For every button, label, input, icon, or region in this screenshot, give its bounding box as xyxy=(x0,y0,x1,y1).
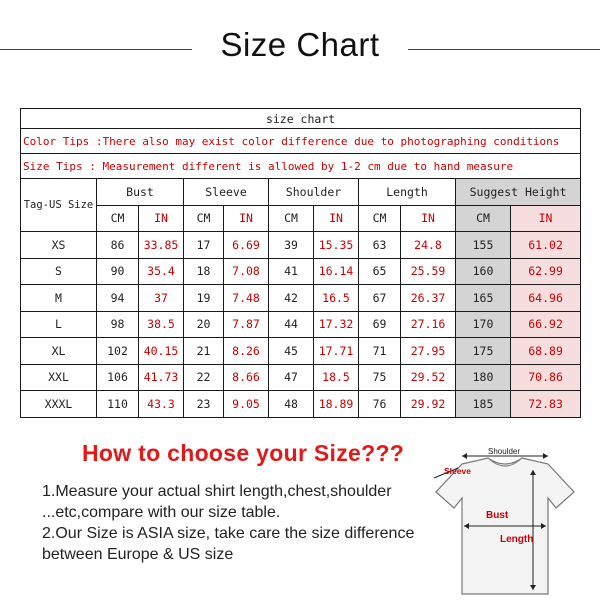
size-label-cell: XL xyxy=(21,338,97,365)
table-cell: 47 xyxy=(269,364,314,391)
size-label-cell: L xyxy=(21,311,97,338)
table-cell: 17.32 xyxy=(314,311,359,338)
size-label-cell: XXXL xyxy=(21,391,97,418)
unit-in: IN xyxy=(314,205,359,232)
table-cell: 170 xyxy=(456,311,511,338)
table-cell: 45 xyxy=(269,338,314,365)
table-cell: 69 xyxy=(359,311,401,338)
guide-line-1: 1.Measure your actual shirt length,chest,shoulder xyxy=(42,483,392,500)
tag-size-header: Tag-US Size xyxy=(21,179,97,232)
table-cell: 8.66 xyxy=(224,364,269,391)
table-cell: 41.73 xyxy=(139,364,184,391)
table-cell: 76 xyxy=(359,391,401,418)
table-cell: 33.85 xyxy=(139,232,184,259)
table-cell: 66.92 xyxy=(511,311,581,338)
column-group-bust: Bust xyxy=(97,179,184,206)
table-cell: 16.14 xyxy=(314,258,359,285)
unit-in: IN xyxy=(511,205,581,232)
header-rule-left xyxy=(0,49,192,50)
table-cell: 64.96 xyxy=(511,285,581,312)
size-table xyxy=(20,108,581,418)
table-cell: 68.89 xyxy=(511,338,581,365)
size-label-cell: XXL xyxy=(21,364,97,391)
table-cell: 23 xyxy=(184,391,224,418)
table-cell: 9.05 xyxy=(224,391,269,418)
label-sleeve: Sleeve xyxy=(444,466,471,476)
column-group-sleeve: Sleeve xyxy=(184,179,269,206)
table-cell: 21 xyxy=(184,338,224,365)
table-cell: 63 xyxy=(359,232,401,259)
unit-in: IN xyxy=(139,205,184,232)
table-cell: 94 xyxy=(97,285,139,312)
table-cell: 67 xyxy=(359,285,401,312)
table-row xyxy=(21,232,581,259)
table-cell: 62.99 xyxy=(511,258,581,285)
size-tip: Size Tips : Measurement different is allowed by 1-2 cm due to hand measure xyxy=(21,154,581,179)
table-cell: 24.8 xyxy=(401,232,456,259)
guide-line-2: ...etc,compare with our size table. xyxy=(42,504,281,521)
table-cell: 18 xyxy=(184,258,224,285)
table-cell: 70.86 xyxy=(511,364,581,391)
table-cell: 43.3 xyxy=(139,391,184,418)
table-cell: 165 xyxy=(456,285,511,312)
table-cell: 40.15 xyxy=(139,338,184,365)
unit-cm: CM xyxy=(97,205,139,232)
table-cell: 25.59 xyxy=(401,258,456,285)
table-cell: 27.16 xyxy=(401,311,456,338)
table-cell: 61.02 xyxy=(511,232,581,259)
table-row xyxy=(21,391,581,418)
size-label-cell: XS xyxy=(21,232,97,259)
header-rule-right xyxy=(408,49,600,50)
table-cell: 29.52 xyxy=(401,364,456,391)
table-cell: 86 xyxy=(97,232,139,259)
label-length: Length xyxy=(500,534,534,545)
table-cell: 38.5 xyxy=(139,311,184,338)
table-row xyxy=(21,311,581,338)
page-title: Size Chart xyxy=(220,26,380,63)
table-cell: 180 xyxy=(456,364,511,391)
column-group-height: Suggest Height xyxy=(456,179,581,206)
color-tip: Color Tips :There also may exist color difference due to photographing conditions xyxy=(21,129,581,154)
size-label-cell: S xyxy=(21,258,97,285)
table-cell: 160 xyxy=(456,258,511,285)
table-cell: 65 xyxy=(359,258,401,285)
table-cell: 17 xyxy=(184,232,224,259)
unit-in: IN xyxy=(401,205,456,232)
guide-line-3: 2.Our Size is ASIA size, take care the size difference xyxy=(42,525,415,542)
column-group-length: Length xyxy=(359,179,456,206)
unit-cm: CM xyxy=(184,205,224,232)
table-row xyxy=(21,258,581,285)
table-cell: 102 xyxy=(97,338,139,365)
table-cell: 71 xyxy=(359,338,401,365)
unit-cm: CM xyxy=(359,205,401,232)
table-cell: 48 xyxy=(269,391,314,418)
table-cell: 27.95 xyxy=(401,338,456,365)
table-cell: 7.08 xyxy=(224,258,269,285)
guide-title: How to choose your Size??? xyxy=(82,440,405,466)
table-cell: 19 xyxy=(184,285,224,312)
table-cell: 44 xyxy=(269,311,314,338)
table-cell: 7.48 xyxy=(224,285,269,312)
table-cell: 8.26 xyxy=(224,338,269,365)
table-cell: 20 xyxy=(184,311,224,338)
unit-cm: CM xyxy=(269,205,314,232)
table-cell: 15.35 xyxy=(314,232,359,259)
table-row xyxy=(21,285,581,312)
column-group-shoulder: Shoulder xyxy=(269,179,359,206)
size-label-cell: M xyxy=(21,285,97,312)
table-row xyxy=(21,364,581,391)
table-cell: 37 xyxy=(139,285,184,312)
table-cell: 75 xyxy=(359,364,401,391)
table-cell: 175 xyxy=(456,338,511,365)
table-cell: 110 xyxy=(97,391,139,418)
table-cell: 22 xyxy=(184,364,224,391)
table-cell: 17.71 xyxy=(314,338,359,365)
table-caption: size chart xyxy=(21,109,581,129)
table-cell: 6.69 xyxy=(224,232,269,259)
table-cell: 72.83 xyxy=(511,391,581,418)
table-cell: 41 xyxy=(269,258,314,285)
table-cell: 42 xyxy=(269,285,314,312)
label-shoulder: Shoulder xyxy=(488,448,521,456)
table-cell: 16.5 xyxy=(314,285,359,312)
table-cell: 35.4 xyxy=(139,258,184,285)
table-cell: 106 xyxy=(97,364,139,391)
table-row xyxy=(21,338,581,365)
guide-line-4: between Europe & US size xyxy=(42,546,234,563)
table-cell: 98 xyxy=(97,311,139,338)
table-cell: 26.37 xyxy=(401,285,456,312)
table-cell: 7.87 xyxy=(224,311,269,338)
unit-in: IN xyxy=(224,205,269,232)
table-cell: 39 xyxy=(269,232,314,259)
tshirt-measure-diagram xyxy=(430,448,580,598)
unit-cm: CM xyxy=(456,205,511,232)
table-cell: 18.5 xyxy=(314,364,359,391)
table-cell: 185 xyxy=(456,391,511,418)
label-bust: Bust xyxy=(486,510,509,521)
table-cell: 18.89 xyxy=(314,391,359,418)
header xyxy=(0,26,600,74)
table-cell: 155 xyxy=(456,232,511,259)
table-cell: 90 xyxy=(97,258,139,285)
table-cell: 29.92 xyxy=(401,391,456,418)
